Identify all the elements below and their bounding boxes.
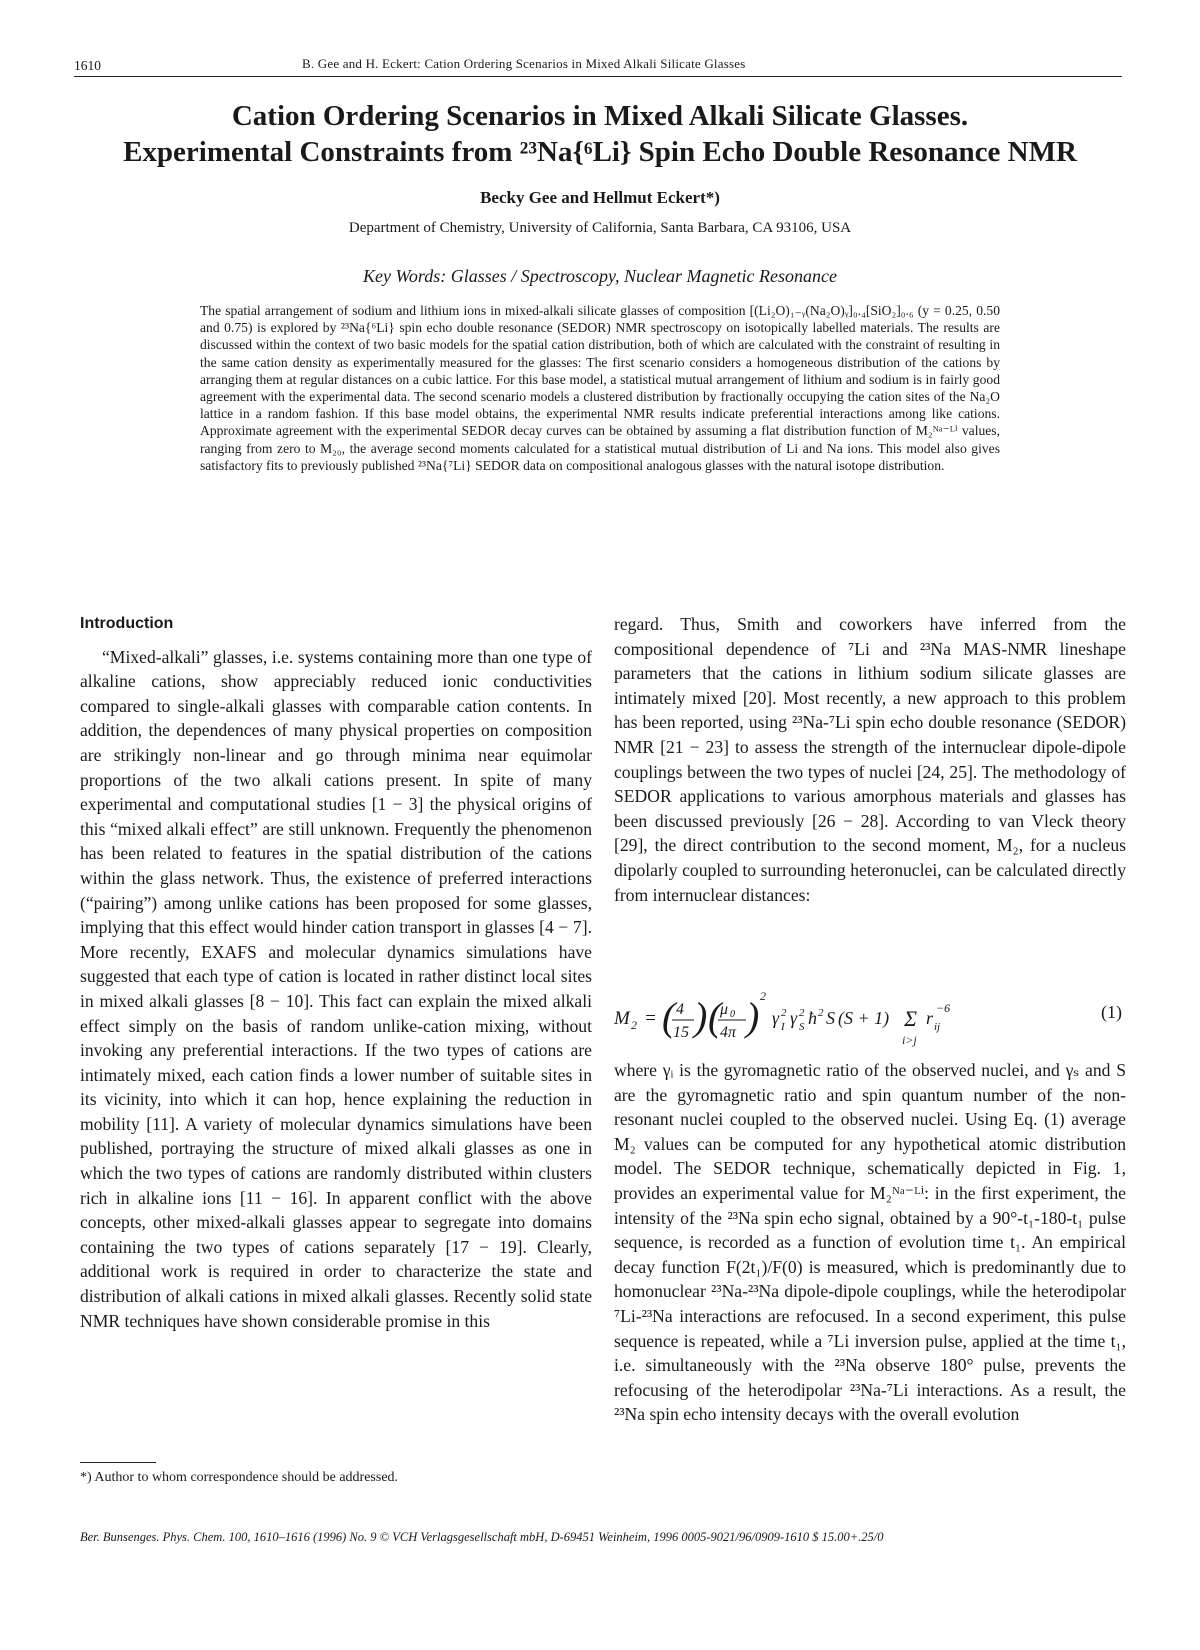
introduction-right-column (614, 612, 1126, 907)
running-header (74, 52, 1122, 77)
svg-text:S: S (799, 1021, 805, 1033)
svg-text:2: 2 (818, 1007, 824, 1019)
svg-text:ij: ij (934, 1021, 941, 1033)
affiliation: Department of Chemistry, University of California, Santa Barbara, CA 93106, USA (348, 220, 852, 236)
section-heading-introduction: Introduction (80, 615, 174, 632)
paper-title (80, 98, 1120, 170)
page-number: 1610 (74, 58, 101, 73)
footnote: *) Author to whom correspondence should be addressed. (80, 1470, 399, 1485)
introduction-paragraph-right-1: regard. Thus, Smith and coworkers have inferred from the compositional dependence of ⁷Li and ²³Na MAS-NMR lineshape parameters that the cations in lithium sodium silicate glasses are intimately mixed [20]. Most recently, a new approach to this problem has been reported, using ²³Na-⁷Li spin echo double resonance (SEDOR) NMR [21 − 23] to assess the strength of the internuclear dipole-dipole couplings between the two types of nuclei [24, 25]. The methodology of SEDOR applications to various amorphous materials and glasses has been discussed previously [26 − 28]. According to van Vleck theory [29], the direct contribution to the second moment, M₂, for a nucleus dipolarly coupled to surrounding heteronuclei, can be calculated directly from internuclear distances: (614, 614, 1126, 905)
svg-text:μ: μ (720, 1001, 729, 1018)
svg-text:γ: γ (772, 1008, 780, 1028)
equation-1 (614, 990, 1126, 1050)
svg-text:2: 2 (760, 990, 766, 1003)
svg-text:r: r (926, 1008, 934, 1028)
equation-number: (1) (1101, 1002, 1122, 1022)
svg-text:(: ( (708, 994, 722, 1039)
footnote-rule (80, 1462, 156, 1463)
svg-text:15: 15 (673, 1024, 689, 1041)
svg-text:Σ: Σ (904, 1006, 918, 1031)
svg-text:4π: 4π (720, 1024, 737, 1041)
introduction-right-column-continued (614, 1058, 1126, 1427)
abstract-text: The spatial arrangement of sodium and lithium ions in mixed-alkali silicate glasses of composition [(Li₂O)₁₋ᵧ(Na₂O)ᵧ]₀.₄[SiO₂]₀.₆ (y = 0.25, 0.50 and 0.75) is explored by ²³Na{⁶Li} spin echo double resonance (SEDOR) NMR spectroscopy on isotopically labelled materials. The results are discussed within the context of two basic models for the spatial cation distribution, both of which are calculated with the constraint of resulting in the same cation density as experimentally measured for the glasses: The first scenario considers a homogeneous distribution of the cations by arranging them at regular distances on a cubic lattice. For this base model, a statistical mutual arrangement of lithium and sodium is in fairly good agreement with the experimental data. The second scenario models a clustered distribution by fractionally occupying the cation sites of the Na₂O lattice in a random fashion. If this base model obtains, the experimental NMR results indicate preferential interactions among like cations. Approximate agreement with the experimental SEDOR decay curves can be obtained by assuming a flat distribution function of M₂ᴺᵃ⁻ᴸⁱ values, ranging from zero to M₂₀, the average second moments calculated for a statistical mutual distribution of Li and Na ions. This model also gives satisfactory fits to previously published ²³Na{⁷Li} SEDOR data on compositional analogous glasses with the natural isotope distribution. (200, 303, 1000, 473)
svg-text:M: M (614, 1008, 630, 1029)
svg-text:4: 4 (676, 1001, 684, 1018)
svg-text:): ) (746, 994, 760, 1039)
svg-text:0: 0 (730, 1009, 735, 1020)
svg-text:(S + 1): (S + 1) (838, 1008, 890, 1028)
introduction-paragraph-right-2: where γᵢ is the gyromagnetic ratio of the observed nuclei, and γₛ and S are the gyromagnetic ratio and spin quantum number of the non-resonant nuclei coupled to the observed nuclei. Using Eq. (1) average M₂ values can be computed for any hypothetical atomic distribution model. The SEDOR technique, schematically depicted in Fig. 1, provides an experimental value for M₂ᴺᵃ⁻ᴸⁱ: in the first experiment, the intensity of the ²³Na spin echo signal, obtained by a 90°-t₁-180-t₁ pulse sequence, is recorded as a function of evolution time t₁. An empirical decay function F(2t₁)/F(0) is measured, which is predominantly due to homonuclear ²³Na-²³Na dipole-dipole couplings, while the heterodipolar ⁷Li-²³Na interactions are refocused. In a second experiment, this pulse sequence is repeated, while a ⁷Li inversion pulse, applied at the time t₁, i.e. simultaneously with the ²³Na observe 180° pulse, prevents the refocusing of the heterodipolar ²³Na-⁷Li interactions. As a result, the ²³Na spin echo intensity decays with the overall evolution (614, 1060, 1126, 1425)
introduction-paragraph-left: “Mixed-alkali” glasses, i.e. systems containing more than one type of alkaline cations, show appreciably reduced ionic conductivities compared to single-alkali glasses with comparable cation contents. In addition, the dependences of many physical properties on composition are strikingly non-linear and go through minima near equimolar proportions of the two alkali cations present. In spite of many experimental and computational studies [1 − 3] the physical origins of this “mixed alkali effect” are still unknown. Frequently the phenomenon has been related to features in the spatial distribution of the cations within the glass network. Thus, the existence of preferred interactions (“pairing”) among unlike cations has been proposed for some glasses, implying that this effect would hinder cation transport in glasses [4 − 7]. More recently, EXAFS and molecular dynamics simulations have suggested that each type of cation is located in rather distinct local sites in mixed alkali glasses [8 − 10]. This fact can explain the mixed alkali effect simply on the basis of random unlike-cation mixing, without invoking any preferential interactions. If the two types of cations are intimately mixed, each cation finds a lower number of suitable sites in its vicinity, into which it can hop, hence explaining the reduction in mobility [11]. A variety of molecular dynamics simulations have been published, portraying the structure of mixed alkali glasses as one in which the two types of cations are randomly distributed within clusters rich in alkaline ions [11 − 16]. In apparent conflict with the above concepts, other mixed-alkali glasses appear to segregate into domains containing the two types of cations separately [17 − 19]. Clearly, additional work is required in order to characterize the state and distribution of alkali cations in mixed alkali glasses. Recently solid state NMR techniques have shown considerable promise in this (80, 646, 592, 1331)
svg-text:I: I (781, 1021, 785, 1033)
svg-text:ħ: ħ (808, 1008, 817, 1028)
svg-text:S: S (826, 1008, 835, 1028)
svg-text:2: 2 (631, 1018, 637, 1032)
title-line-1: Cation Ordering Scenarios in Mixed Alkali Silicate Glasses. (231, 100, 969, 132)
running-head: B. Gee and H. Eckert: Cation Ordering Scenarios in Mixed Alkali Silicate Glasses (302, 56, 746, 71)
equation-1-formula (614, 990, 1054, 1052)
introduction-left-column (80, 612, 592, 1333)
abstract (200, 302, 1000, 474)
svg-text:=: = (644, 1008, 657, 1029)
title-line-2: Experimental Constraints from ²³Na{⁶Li} Spin Echo Double Resonance NMR (123, 136, 1077, 168)
svg-text:γ: γ (790, 1008, 798, 1028)
authors: Becky Gee and Hellmut Eckert*) (480, 188, 720, 207)
journal-citation-line: Ber. Bunsenges. Phys. Chem. 100, 1610–1616 (1996) No. 9 © VCH Verlagsgesellschaft mbH, D-69451 Weinheim, 1996 0005-9021/96/0909-1610 $ 15.00+.25/0 (80, 1530, 884, 1544)
svg-text:2: 2 (799, 1007, 805, 1019)
svg-text:(: ( (662, 994, 676, 1039)
keywords: Key Words: Glasses / Spectroscopy, Nuclear Magnetic Resonance (363, 266, 837, 286)
svg-text:−6: −6 (936, 1001, 951, 1015)
svg-text:): ) (694, 994, 708, 1039)
svg-text:i>j: i>j (902, 1033, 917, 1047)
svg-text:2: 2 (781, 1007, 787, 1019)
